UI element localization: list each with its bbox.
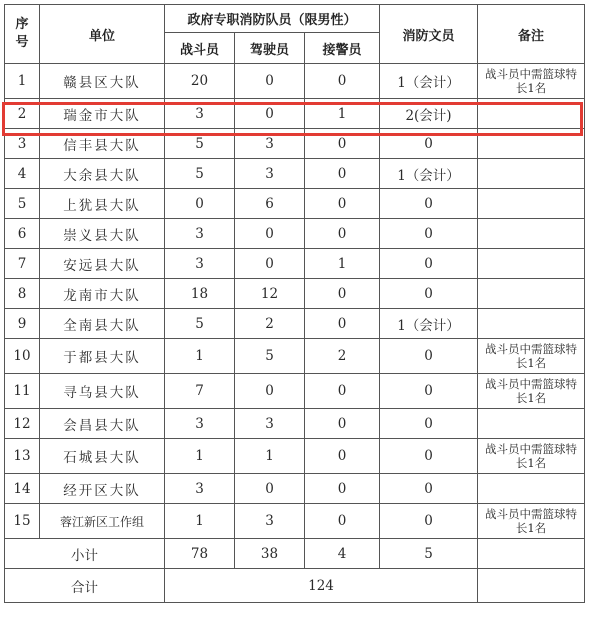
cell-dispatcher: 0 bbox=[305, 439, 380, 474]
cell-fighter: 20 bbox=[165, 64, 235, 99]
cell-no: 12 bbox=[5, 409, 40, 439]
table-row bbox=[5, 374, 585, 409]
cell-clerk: 1（会计） bbox=[380, 64, 478, 99]
cell-remark: 战斗员中需篮球特长1名 bbox=[478, 374, 585, 409]
cell-driver: 1 bbox=[235, 439, 305, 474]
cell-clerk: 0 bbox=[380, 474, 478, 504]
table-row bbox=[5, 439, 585, 474]
table-row bbox=[5, 159, 585, 189]
table-row bbox=[5, 409, 585, 439]
header-group: 政府专职消防队员（限男性） bbox=[165, 5, 380, 33]
cell-clerk: 0 bbox=[380, 249, 478, 279]
header-driver: 驾驶员 bbox=[235, 33, 305, 64]
cell-fighter: 3 bbox=[165, 219, 235, 249]
total-remark bbox=[478, 569, 585, 603]
cell-dispatcher: 1 bbox=[305, 249, 380, 279]
cell-driver: 2 bbox=[235, 309, 305, 339]
cell-no: 14 bbox=[5, 474, 40, 504]
subtotal-remark bbox=[478, 539, 585, 569]
cell-clerk: 0 bbox=[380, 504, 478, 539]
cell-remark: 战斗员中需篮球特长1名 bbox=[478, 64, 585, 99]
cell-dispatcher: 1 bbox=[305, 99, 380, 129]
cell-no: 15 bbox=[5, 504, 40, 539]
cell-dispatcher: 0 bbox=[305, 159, 380, 189]
cell-unit: 上犹县大队 bbox=[40, 189, 165, 219]
cell-dispatcher: 0 bbox=[305, 374, 380, 409]
table-row bbox=[5, 339, 585, 374]
header-dispatcher: 接警员 bbox=[305, 33, 380, 64]
cell-clerk: 0 bbox=[380, 374, 478, 409]
cell-driver: 0 bbox=[235, 374, 305, 409]
cell-no: 3 bbox=[5, 129, 40, 159]
cell-no: 9 bbox=[5, 309, 40, 339]
subtotal-driver: 38 bbox=[235, 539, 305, 569]
cell-unit: 全南县大队 bbox=[40, 309, 165, 339]
subtotal-fighter: 78 bbox=[165, 539, 235, 569]
subtotal-label: 小计 bbox=[5, 539, 165, 569]
cell-dispatcher: 0 bbox=[305, 129, 380, 159]
cell-unit: 会昌县大队 bbox=[40, 409, 165, 439]
cell-fighter: 3 bbox=[165, 249, 235, 279]
cell-unit: 大余县大队 bbox=[40, 159, 165, 189]
cell-dispatcher: 0 bbox=[305, 474, 380, 504]
cell-no: 10 bbox=[5, 339, 40, 374]
cell-dispatcher: 0 bbox=[305, 64, 380, 99]
cell-dispatcher: 0 bbox=[305, 409, 380, 439]
cell-remark bbox=[478, 474, 585, 504]
cell-no: 7 bbox=[5, 249, 40, 279]
header-seq: 序号 bbox=[5, 5, 40, 64]
cell-driver: 3 bbox=[235, 409, 305, 439]
cell-driver: 0 bbox=[235, 249, 305, 279]
cell-no: 4 bbox=[5, 159, 40, 189]
table-row bbox=[5, 279, 585, 309]
table-row bbox=[5, 129, 585, 159]
cell-remark: 战斗员中需篮球特长1名 bbox=[478, 439, 585, 474]
cell-dispatcher: 0 bbox=[305, 219, 380, 249]
cell-clerk: 0 bbox=[380, 279, 478, 309]
table-row bbox=[5, 64, 585, 99]
cell-unit: 龙南市大队 bbox=[40, 279, 165, 309]
cell-fighter: 3 bbox=[165, 409, 235, 439]
cell-no: 11 bbox=[5, 374, 40, 409]
cell-driver: 0 bbox=[235, 99, 305, 129]
table-row bbox=[5, 99, 585, 129]
cell-driver: 12 bbox=[235, 279, 305, 309]
cell-remark bbox=[478, 249, 585, 279]
cell-remark bbox=[478, 99, 585, 129]
table-row bbox=[5, 249, 585, 279]
cell-no: 6 bbox=[5, 219, 40, 249]
cell-unit: 蓉江新区工作组 bbox=[40, 504, 165, 539]
cell-remark: 战斗员中需篮球特长1名 bbox=[478, 504, 585, 539]
cell-dispatcher: 0 bbox=[305, 309, 380, 339]
cell-unit: 崇义县大队 bbox=[40, 219, 165, 249]
cell-driver: 0 bbox=[235, 474, 305, 504]
cell-clerk: 0 bbox=[380, 439, 478, 474]
cell-no: 8 bbox=[5, 279, 40, 309]
cell-fighter: 3 bbox=[165, 474, 235, 504]
cell-fighter: 7 bbox=[165, 374, 235, 409]
cell-dispatcher: 0 bbox=[305, 504, 380, 539]
cell-remark bbox=[478, 409, 585, 439]
cell-fighter: 1 bbox=[165, 339, 235, 374]
cell-remark bbox=[478, 129, 585, 159]
cell-driver: 3 bbox=[235, 504, 305, 539]
cell-unit: 赣县区大队 bbox=[40, 64, 165, 99]
cell-unit: 瑞金市大队 bbox=[40, 99, 165, 129]
subtotal-row bbox=[5, 539, 585, 569]
cell-clerk: 0 bbox=[380, 129, 478, 159]
staffing-table-wrapper bbox=[4, 4, 584, 603]
cell-driver: 3 bbox=[235, 129, 305, 159]
cell-dispatcher: 2 bbox=[305, 339, 380, 374]
cell-clerk: 0 bbox=[380, 339, 478, 374]
cell-clerk: 2(会计) bbox=[380, 99, 478, 129]
cell-dispatcher: 0 bbox=[305, 189, 380, 219]
staffing-table bbox=[4, 4, 585, 603]
cell-unit: 信丰县大队 bbox=[40, 129, 165, 159]
cell-dispatcher: 0 bbox=[305, 279, 380, 309]
cell-unit: 安远县大队 bbox=[40, 249, 165, 279]
table-row bbox=[5, 474, 585, 504]
cell-driver: 3 bbox=[235, 159, 305, 189]
cell-fighter: 5 bbox=[165, 159, 235, 189]
cell-no: 13 bbox=[5, 439, 40, 474]
cell-unit: 石城县大队 bbox=[40, 439, 165, 474]
header-remark: 备注 bbox=[478, 5, 585, 64]
cell-unit: 于都县大队 bbox=[40, 339, 165, 374]
cell-unit: 经开区大队 bbox=[40, 474, 165, 504]
cell-driver: 5 bbox=[235, 339, 305, 374]
cell-remark bbox=[478, 189, 585, 219]
cell-fighter: 5 bbox=[165, 129, 235, 159]
cell-no: 1 bbox=[5, 64, 40, 99]
header-clerk: 消防文员 bbox=[380, 5, 478, 64]
total-label: 合计 bbox=[5, 569, 165, 603]
cell-remark bbox=[478, 309, 585, 339]
cell-unit: 寻乌县大队 bbox=[40, 374, 165, 409]
cell-fighter: 5 bbox=[165, 309, 235, 339]
subtotal-dispatcher: 4 bbox=[305, 539, 380, 569]
cell-no: 2 bbox=[5, 99, 40, 129]
cell-no: 5 bbox=[5, 189, 40, 219]
cell-clerk: 1（会计） bbox=[380, 159, 478, 189]
cell-clerk: 1（会计） bbox=[380, 309, 478, 339]
total-value: 124 bbox=[165, 569, 478, 603]
cell-fighter: 3 bbox=[165, 99, 235, 129]
subtotal-clerk: 5 bbox=[380, 539, 478, 569]
cell-remark: 战斗员中需篮球特长1名 bbox=[478, 339, 585, 374]
cell-clerk: 0 bbox=[380, 219, 478, 249]
table-row bbox=[5, 189, 585, 219]
cell-clerk: 0 bbox=[380, 189, 478, 219]
cell-remark bbox=[478, 159, 585, 189]
total-row bbox=[5, 569, 585, 603]
cell-remark bbox=[478, 279, 585, 309]
table-row bbox=[5, 309, 585, 339]
cell-driver: 6 bbox=[235, 189, 305, 219]
cell-fighter: 1 bbox=[165, 439, 235, 474]
table-row bbox=[5, 504, 585, 539]
header-unit: 单位 bbox=[40, 5, 165, 64]
cell-remark bbox=[478, 219, 585, 249]
cell-driver: 0 bbox=[235, 219, 305, 249]
cell-fighter: 0 bbox=[165, 189, 235, 219]
cell-fighter: 18 bbox=[165, 279, 235, 309]
cell-clerk: 0 bbox=[380, 409, 478, 439]
header-fighter: 战斗员 bbox=[165, 33, 235, 64]
table-row bbox=[5, 219, 585, 249]
cell-driver: 0 bbox=[235, 64, 305, 99]
cell-fighter: 1 bbox=[165, 504, 235, 539]
